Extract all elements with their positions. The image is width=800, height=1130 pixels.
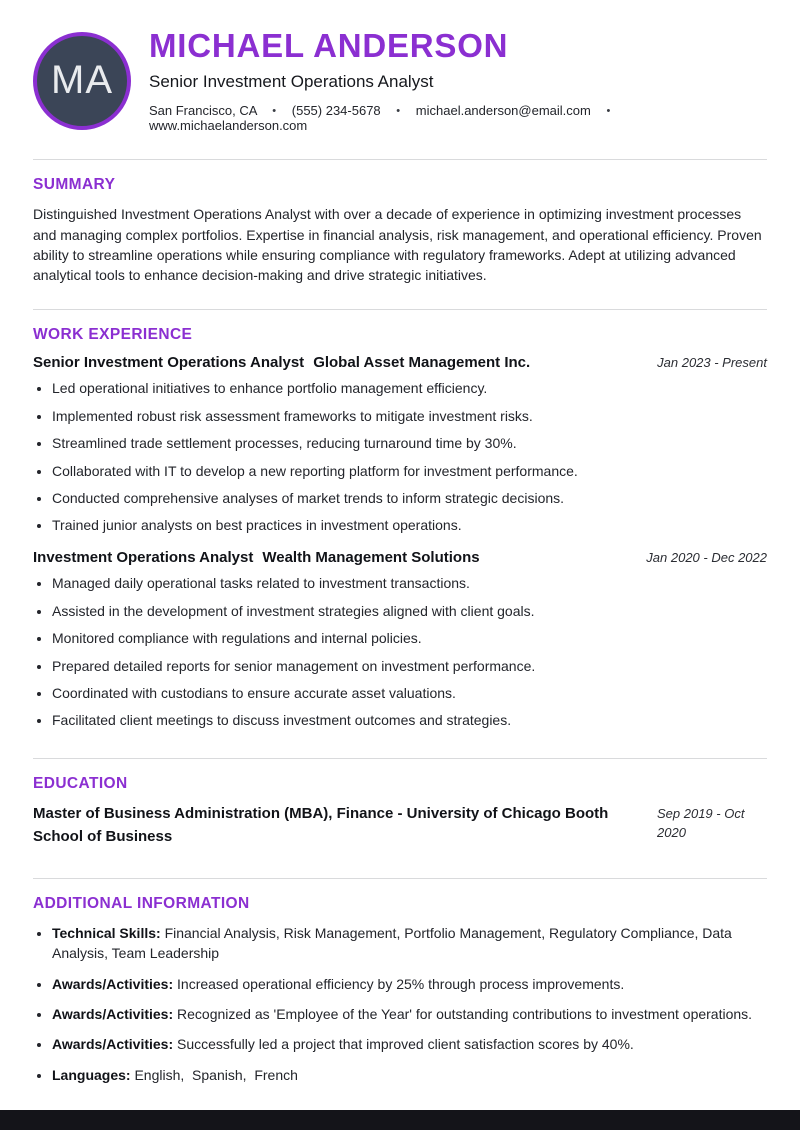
job-header bbox=[33, 549, 767, 566]
header-text bbox=[149, 28, 767, 133]
job-bullet: • Facilitated client meetings to discuss investment outcomes and strategies. bbox=[52, 711, 767, 730]
person-name: MICHAEL ANDERSON bbox=[149, 27, 509, 64]
info-text: Successfully led a project that improved client satisfaction scores by 40%. bbox=[177, 1036, 634, 1053]
additional-info-list bbox=[33, 923, 767, 1085]
info-item bbox=[52, 974, 767, 994]
job-bullet: • Implemented robust risk assessment frameworks to mitigate investment risks. bbox=[52, 407, 767, 426]
footer-bar bbox=[0, 1110, 800, 1130]
job-company: Wealth Management Solutions bbox=[262, 549, 480, 567]
info-label: Awards/Activities: bbox=[52, 975, 174, 992]
job-bullet-list bbox=[33, 379, 767, 535]
avatar bbox=[33, 32, 131, 130]
contact-separator: • bbox=[396, 105, 401, 118]
avatar-initials: MA bbox=[51, 58, 113, 103]
info-text: Financial Analysis, Risk Management, Portfolio Management, Regulatory Compliance, Data Analysis, Team Leadership bbox=[52, 925, 735, 962]
contact-separator: • bbox=[606, 105, 611, 118]
education-heading: EDUCATION bbox=[33, 775, 128, 793]
work-experience-heading: WORK EXPERIENCE bbox=[33, 326, 193, 344]
info-text: Increased operational efficiency by 25% through process improvements. bbox=[177, 975, 625, 992]
info-label: Technical Skills: bbox=[52, 925, 161, 942]
contact-location: San Francisco, CA bbox=[149, 103, 257, 119]
info-label: Languages: bbox=[52, 1066, 131, 1083]
job-role: Senior Investment Operations Analyst bbox=[33, 354, 305, 372]
info-item bbox=[52, 1065, 767, 1085]
education-section bbox=[33, 758, 767, 878]
additional-information-heading: ADDITIONAL INFORMATION bbox=[33, 895, 250, 913]
job-bullet: • Prepared detailed reports for senior management on investment performance. bbox=[52, 657, 767, 676]
job-bullet: • Assisted in the development of investment strategies aligned with client goals. bbox=[52, 602, 767, 621]
contact-line bbox=[149, 103, 767, 133]
info-label: Awards/Activities: bbox=[52, 1036, 174, 1053]
job-bullet: • Coordinated with custodians to ensure accurate asset valuations. bbox=[52, 684, 767, 703]
info-item bbox=[52, 1004, 767, 1024]
info-text: Recognized as 'Employee of the Year' for outstanding contributions to investment operations. bbox=[177, 1006, 753, 1023]
job-bullet: • Led operational initiatives to enhance portfolio management efficiency. bbox=[52, 379, 767, 398]
contact-website: www.michaelanderson.com bbox=[149, 118, 308, 134]
info-label: Awards/Activities: bbox=[52, 1006, 174, 1023]
job-bullet: • Monitored compliance with regulations and internal policies. bbox=[52, 629, 767, 648]
job-entry bbox=[33, 354, 767, 535]
job-bullet: • Managed daily operational tasks related to investment transactions. bbox=[52, 574, 767, 593]
job-bullet: • Collaborated with IT to develop a new reporting platform for investment performance. bbox=[52, 462, 767, 481]
additional-information-section bbox=[33, 878, 767, 1109]
job-dates: Jan 2020 - Dec 2022 bbox=[646, 550, 767, 566]
info-item bbox=[52, 923, 767, 964]
education-entry bbox=[33, 803, 767, 848]
summary-heading: SUMMARY bbox=[33, 176, 116, 194]
education-dates: Sep 2019 - Oct 2020 bbox=[657, 806, 745, 841]
headline-title: Senior Investment Operations Analyst bbox=[149, 72, 434, 92]
contact-phone: (555) 234-5678 bbox=[291, 103, 381, 119]
education-degree: Master of Business Administration (MBA), Finance - University of Chicago Booth School of Business bbox=[33, 805, 609, 845]
job-bullet: • Trained junior analysts on best practices in investment operations. bbox=[52, 516, 767, 535]
job-header bbox=[33, 354, 767, 371]
info-item bbox=[52, 1034, 767, 1054]
summary-section bbox=[33, 159, 767, 309]
job-bullet: • Streamlined trade settlement processes, reducing turnaround time by 30%. bbox=[52, 434, 767, 453]
job-bullet-list bbox=[33, 574, 767, 730]
resume-header bbox=[33, 0, 767, 159]
job-entry bbox=[33, 549, 767, 730]
job-title-line bbox=[33, 354, 530, 371]
contact-separator: • bbox=[272, 105, 277, 118]
job-company: Global Asset Management Inc. bbox=[313, 354, 531, 372]
summary-text: Distinguished Investment Operations Analyst with over a decade of experience in optimizing investment processes and managing complex portfolios. Expertise in financial analysis, risk management, and operational efficiency. Proven ability to streamline operations while ensuring compliance with regulatory frameworks. Adept at utilizing advanced analytical tools to enhance decision-making and drive strategic initiatives. bbox=[33, 206, 762, 284]
work-experience-section bbox=[33, 309, 767, 758]
contact-email: michael.anderson@email.com bbox=[415, 103, 591, 119]
job-role: Investment Operations Analyst bbox=[33, 549, 254, 567]
job-bullet: • Conducted comprehensive analyses of market trends to inform strategic decisions. bbox=[52, 489, 767, 508]
info-text: English, Spanish, French bbox=[134, 1066, 298, 1083]
job-title-line bbox=[33, 549, 480, 566]
job-dates: Jan 2023 - Present bbox=[657, 355, 767, 371]
